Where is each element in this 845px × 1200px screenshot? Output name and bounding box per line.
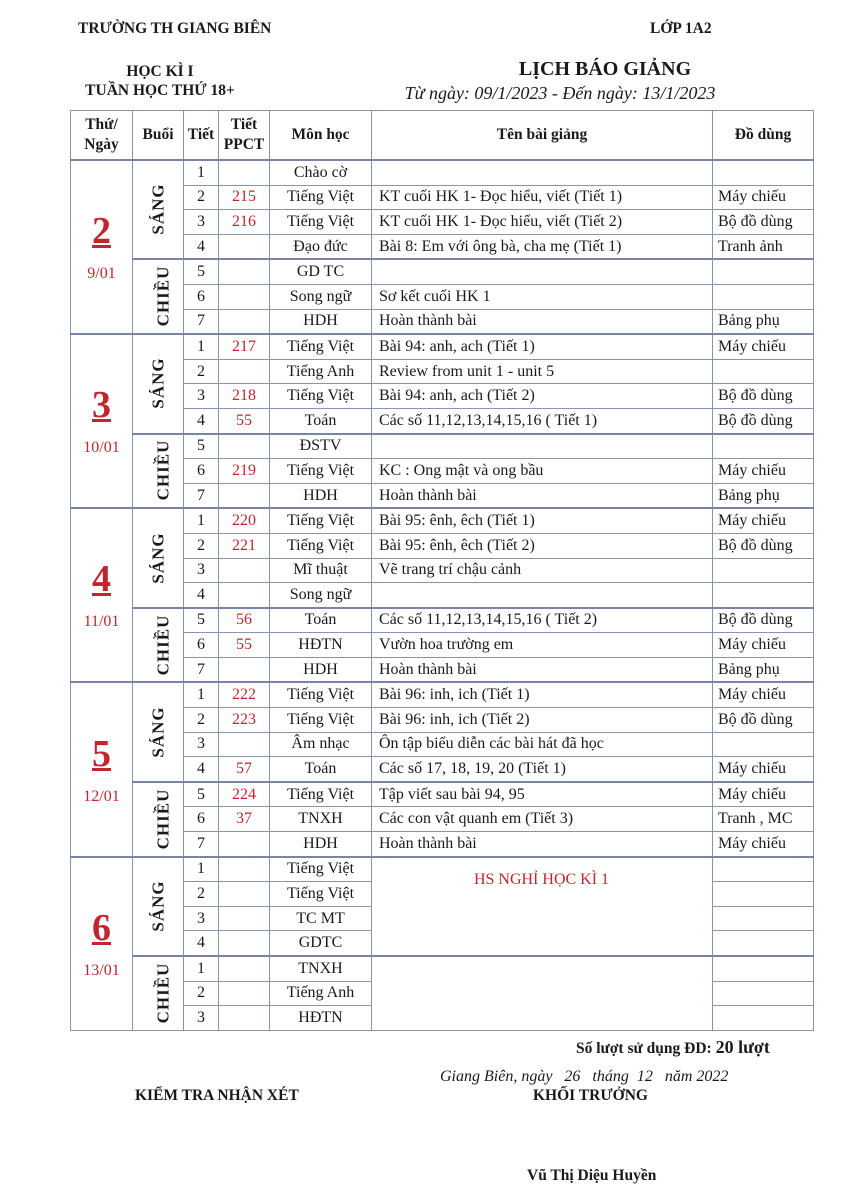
subject-cell: HĐTN xyxy=(270,633,372,658)
session-morning xyxy=(133,334,184,433)
ppct-cell: 55 xyxy=(219,408,270,433)
period-cell: 6 xyxy=(184,284,219,309)
period-cell: 2 xyxy=(184,185,219,210)
day-cell xyxy=(71,682,133,856)
ppct-cell xyxy=(219,931,270,956)
equipment-cell xyxy=(713,1006,814,1031)
ppct-cell xyxy=(219,284,270,309)
day-cell xyxy=(71,508,133,682)
subject-cell: Tiếng Việt xyxy=(270,857,372,882)
ppct-cell xyxy=(219,657,270,682)
equipment-cell xyxy=(713,931,814,956)
equipment-cell: Bảng phụ xyxy=(713,657,814,682)
session-morning xyxy=(133,160,184,259)
subject-cell: Tiếng Việt xyxy=(270,882,372,907)
subject-cell: ĐSTV xyxy=(270,434,372,459)
session-afternoon xyxy=(133,259,184,334)
subject-cell: GDTC xyxy=(270,931,372,956)
check-label: KIỂM TRA NHẬN XÉT xyxy=(135,1087,299,1104)
ppct-cell xyxy=(219,359,270,384)
subject-cell: Tiếng Việt xyxy=(270,682,372,707)
col-header-session: Buổi xyxy=(133,111,184,161)
ppct-cell xyxy=(219,558,270,583)
equipment-cell: Máy chiếu xyxy=(713,185,814,210)
lesson-cell: Các số 17, 18, 19, 20 (Tiết 1) xyxy=(372,757,713,782)
ppct-cell: 221 xyxy=(219,533,270,558)
usage-value: 20 lượt xyxy=(715,1037,770,1057)
subject-cell: Đạo đức xyxy=(270,234,372,259)
col-header-day: Thứ/ Ngày xyxy=(71,111,133,161)
session-morning xyxy=(133,682,184,781)
place-date: Giang Biên, ngày 26 tháng 12 năm 2022 xyxy=(440,1068,729,1085)
ppct-cell xyxy=(219,832,270,857)
period-cell: 7 xyxy=(184,657,219,682)
lesson-cell: Tập viết sau bài 94, 95 xyxy=(372,782,713,807)
col-header-lesson: Tên bài giảng xyxy=(372,111,713,161)
ppct-cell: 222 xyxy=(219,682,270,707)
period-cell: 3 xyxy=(184,1006,219,1031)
lesson-cell: Hoàn thành bài xyxy=(372,832,713,857)
equipment-cell: Bộ đồ dùng xyxy=(713,408,814,433)
lesson-cell: Bài 96: inh, ich (Tiết 1) xyxy=(372,682,713,707)
table-row xyxy=(71,434,814,459)
subject-cell: Mĩ thuật xyxy=(270,558,372,583)
day-number: 5 xyxy=(92,732,111,775)
subject-cell: Tiếng Việt xyxy=(270,334,372,359)
lesson-cell: Hoàn thành bài xyxy=(372,483,713,508)
lesson-cell: Bài 8: Em với ông bà, cha mẹ (Tiết 1) xyxy=(372,234,713,259)
period-cell: 1 xyxy=(184,956,219,981)
equipment-cell: Máy chiếu xyxy=(713,334,814,359)
equipment-cell xyxy=(713,160,814,185)
session-label: SÁNG xyxy=(148,183,168,235)
period-cell: 2 xyxy=(184,708,219,733)
lesson-cell: KT cuối HK 1- Đọc hiểu, viết (Tiết 2) xyxy=(372,210,713,235)
lesson-cell: Vườn hoa trường em xyxy=(372,633,713,658)
lesson-cell xyxy=(372,259,713,284)
subject-cell: Tiếng Việt xyxy=(270,459,372,484)
table-row xyxy=(71,608,814,633)
period-cell: 7 xyxy=(184,483,219,508)
week-label: TUẦN HỌC THỨ 18+ xyxy=(85,82,235,99)
ppct-cell xyxy=(219,259,270,284)
period-cell: 4 xyxy=(184,757,219,782)
session-label: SÁNG xyxy=(148,531,168,584)
table-header-row xyxy=(71,111,814,161)
period-cell: 4 xyxy=(184,408,219,433)
day-date: 12/01 xyxy=(83,787,120,805)
subject-cell: Tiếng Việt xyxy=(270,708,372,733)
equipment-cell: Máy chiếu xyxy=(713,757,814,782)
subject-cell: GD TC xyxy=(270,259,372,284)
lesson-cell: Hoàn thành bài xyxy=(372,657,713,682)
ppct-cell xyxy=(219,906,270,931)
lesson-cell: Các số 11,12,13,14,15,16 ( Tiết 1) xyxy=(372,408,713,433)
table-row xyxy=(71,956,814,981)
subject-cell: Tiếng Anh xyxy=(270,359,372,384)
period-cell: 1 xyxy=(184,334,219,359)
period-cell: 6 xyxy=(184,633,219,658)
lesson-cell: Bài 94: anh, ach (Tiết 2) xyxy=(372,384,713,409)
ppct-cell xyxy=(219,434,270,459)
subject-cell: HDH xyxy=(270,309,372,334)
subject-cell: Tiếng Việt xyxy=(270,384,372,409)
ppct-cell xyxy=(219,857,270,882)
subject-cell: TNXH xyxy=(270,807,372,832)
date-range: Từ ngày: 09/1/2023 - Đến ngày: 13/1/2023 xyxy=(404,83,716,103)
subject-cell: HDH xyxy=(270,483,372,508)
subject-cell: Tiếng Anh xyxy=(270,981,372,1006)
col-header-subject: Môn học xyxy=(270,111,372,161)
equipment-cell: Máy chiếu xyxy=(713,459,814,484)
lesson-cell: KT cuối HK 1- Đọc hiểu, viết (Tiết 1) xyxy=(372,185,713,210)
equipment-cell xyxy=(713,882,814,907)
equipment-cell: Tranh ảnh xyxy=(713,234,814,259)
ppct-cell: 223 xyxy=(219,708,270,733)
ppct-cell xyxy=(219,732,270,757)
term-info xyxy=(60,62,260,100)
equipment-cell xyxy=(713,434,814,459)
period-cell: 7 xyxy=(184,309,219,334)
equipment-cell xyxy=(713,259,814,284)
subject-cell: Tiếng Việt xyxy=(270,508,372,533)
table-row xyxy=(71,782,814,807)
period-cell: 3 xyxy=(184,906,219,931)
equipment-cell: Bộ đồ dùng xyxy=(713,533,814,558)
day-date: 9/01 xyxy=(87,265,116,283)
subject-cell: TC MT xyxy=(270,906,372,931)
ppct-cell xyxy=(219,956,270,981)
equipment-cell: Máy chiếu xyxy=(713,832,814,857)
lesson-cell: Ôn tập biểu diễn các bài hát đã học xyxy=(372,732,713,757)
lesson-cell: Review from unit 1 - unit 5 xyxy=(372,359,713,384)
equipment-cell xyxy=(713,359,814,384)
day-cell xyxy=(71,334,133,508)
period-cell: 7 xyxy=(184,832,219,857)
lesson-cell: Bài 95: ênh, êch (Tiết 2) xyxy=(372,533,713,558)
ppct-cell: 217 xyxy=(219,334,270,359)
session-label: CHIỀU xyxy=(153,440,173,501)
ppct-cell xyxy=(219,234,270,259)
head-label: KHỐI TRƯỞNG xyxy=(533,1087,648,1104)
subject-cell: Tiếng Việt xyxy=(270,533,372,558)
schedule-body xyxy=(71,160,814,1030)
subject-cell: HDH xyxy=(270,657,372,682)
period-cell: 1 xyxy=(184,508,219,533)
ppct-cell xyxy=(219,882,270,907)
subject-cell: Tiếng Việt xyxy=(270,185,372,210)
equipment-cell: Bộ đồ dùng xyxy=(713,708,814,733)
equipment-cell xyxy=(713,558,814,583)
ppct-cell: 56 xyxy=(219,608,270,633)
period-cell: 5 xyxy=(184,434,219,459)
table-row xyxy=(71,508,814,533)
equipment-cell xyxy=(713,981,814,1006)
day-date: 10/01 xyxy=(83,439,120,457)
period-cell: 6 xyxy=(184,459,219,484)
equipment-cell: Máy chiếu xyxy=(713,782,814,807)
equipment-cell: Bộ đồ dùng xyxy=(713,384,814,409)
period-cell: 5 xyxy=(184,608,219,633)
lesson-cell: Các số 11,12,13,14,15,16 ( Tiết 2) xyxy=(372,608,713,633)
ppct-cell: 57 xyxy=(219,757,270,782)
period-cell: 3 xyxy=(184,732,219,757)
ppct-cell: 220 xyxy=(219,508,270,533)
equipment-cell xyxy=(713,857,814,882)
ppct-cell xyxy=(219,1006,270,1031)
ppct-cell xyxy=(219,309,270,334)
lesson-cell: Sơ kết cuối HK 1 xyxy=(372,284,713,309)
ppct-cell: 219 xyxy=(219,459,270,484)
day-number: 6 xyxy=(92,906,111,949)
equipment-cell: Bộ đồ dùng xyxy=(713,210,814,235)
equipment-cell xyxy=(713,284,814,309)
equipment-cell xyxy=(713,732,814,757)
day-date: 13/01 xyxy=(83,961,120,979)
equipment-cell xyxy=(713,583,814,608)
session-label: SÁNG xyxy=(148,880,168,932)
lesson-cell: Hoàn thành bài xyxy=(372,309,713,334)
equipment-cell: Máy chiếu xyxy=(713,682,814,707)
session-label: CHIỀU xyxy=(153,962,173,1024)
day-cell xyxy=(71,160,133,334)
session-label: CHIỀU xyxy=(153,788,173,850)
lesson-cell: Các con vật quanh em (Tiết 3) xyxy=(372,807,713,832)
table-row xyxy=(71,334,814,359)
schedule-table xyxy=(70,110,814,1031)
subject-cell: Chào cờ xyxy=(270,160,372,185)
lesson-cell: KC : Ong mật và ong bầu xyxy=(372,459,713,484)
ppct-cell xyxy=(219,483,270,508)
period-cell: 4 xyxy=(184,583,219,608)
day-cell xyxy=(71,857,133,1031)
session-label: SÁNG xyxy=(148,706,168,758)
session-label: CHIỀU xyxy=(153,265,173,327)
period-cell: 2 xyxy=(184,981,219,1006)
session-label: SÁNG xyxy=(148,357,168,409)
page-title: LỊCH BÁO GIẢNG xyxy=(518,58,692,80)
period-cell: 1 xyxy=(184,160,219,185)
day-date: 11/01 xyxy=(83,613,120,631)
subject-cell: HĐTN xyxy=(270,1006,372,1031)
ppct-cell xyxy=(219,160,270,185)
subject-cell: Song ngữ xyxy=(270,284,372,309)
lesson-cell xyxy=(372,160,713,185)
holiday-note: HS NGHỈ HỌC KÌ 1 xyxy=(473,871,610,888)
period-cell: 3 xyxy=(184,558,219,583)
session-morning xyxy=(133,857,184,956)
equipment-cell: Bảng phụ xyxy=(713,309,814,334)
lesson-cell xyxy=(372,956,713,1030)
signer-name: Vũ Thị Diệu Huyền xyxy=(527,1167,657,1184)
period-cell: 5 xyxy=(184,782,219,807)
subject-cell: HDH xyxy=(270,832,372,857)
period-cell: 2 xyxy=(184,533,219,558)
equipment-cell: Máy chiếu xyxy=(713,508,814,533)
subject-cell: Tiếng Việt xyxy=(270,782,372,807)
period-cell: 2 xyxy=(184,359,219,384)
session-afternoon xyxy=(133,956,184,1030)
ppct-cell: 218 xyxy=(219,384,270,409)
term-label: HỌC KÌ I xyxy=(126,63,194,80)
subject-cell: Toán xyxy=(270,757,372,782)
ppct-cell: 37 xyxy=(219,807,270,832)
school-name: TRƯỜNG TH GIANG BIÊN xyxy=(78,20,272,37)
period-cell: 3 xyxy=(184,384,219,409)
usage-label: Số lượt sử dụng ĐD: xyxy=(576,1040,712,1057)
equipment-cell: Tranh , MC xyxy=(713,807,814,832)
lesson-cell xyxy=(372,583,713,608)
period-cell: 1 xyxy=(184,857,219,882)
equipment-cell xyxy=(713,906,814,931)
lesson-cell: Vẽ trang trí chậu cảnh xyxy=(372,558,713,583)
equipment-cell xyxy=(713,956,814,981)
table-row xyxy=(71,682,814,707)
equipment-cell: Bảng phụ xyxy=(713,483,814,508)
period-cell: 3 xyxy=(184,210,219,235)
table-row xyxy=(71,259,814,284)
subject-cell: Âm nhạc xyxy=(270,732,372,757)
subject-cell: Toán xyxy=(270,608,372,633)
equipment-cell: Bộ đồ dùng xyxy=(713,608,814,633)
session-afternoon xyxy=(133,434,184,509)
subject-cell: Toán xyxy=(270,408,372,433)
period-cell: 6 xyxy=(184,807,219,832)
ppct-cell xyxy=(219,981,270,1006)
session-afternoon xyxy=(133,608,184,683)
session-morning xyxy=(133,508,184,607)
period-cell: 4 xyxy=(184,931,219,956)
session-afternoon xyxy=(133,782,184,857)
session-label: CHIỀU xyxy=(153,614,173,675)
ppct-cell xyxy=(219,583,270,608)
period-cell: 2 xyxy=(184,882,219,907)
period-cell: 4 xyxy=(184,234,219,259)
usage-count xyxy=(576,1037,770,1058)
equipment-cell: Máy chiếu xyxy=(713,633,814,658)
lesson-cell xyxy=(372,434,713,459)
class-name: LỚP 1A2 xyxy=(650,20,712,37)
day-number: 3 xyxy=(92,384,111,427)
day-number: 4 xyxy=(92,558,111,601)
subject-cell: Song ngữ xyxy=(270,583,372,608)
col-header-period: Tiết xyxy=(184,111,219,161)
col-header-equipment: Đồ dùng xyxy=(713,111,814,161)
lesson-cell: Bài 94: anh, ach (Tiết 1) xyxy=(372,334,713,359)
ppct-cell: 224 xyxy=(219,782,270,807)
subject-cell: TNXH xyxy=(270,956,372,981)
col-header-ppct: Tiết PPCT xyxy=(219,111,270,161)
period-cell: 1 xyxy=(184,682,219,707)
subject-cell: Tiếng Việt xyxy=(270,210,372,235)
ppct-cell: 215 xyxy=(219,185,270,210)
lesson-cell: Bài 95: ênh, êch (Tiết 1) xyxy=(372,508,713,533)
day-number: 2 xyxy=(92,210,111,253)
lesson-cell: Bài 96: inh, ich (Tiết 2) xyxy=(372,708,713,733)
ppct-cell: 55 xyxy=(219,633,270,658)
period-cell: 5 xyxy=(184,259,219,284)
table-row xyxy=(71,160,814,185)
ppct-cell: 216 xyxy=(219,210,270,235)
